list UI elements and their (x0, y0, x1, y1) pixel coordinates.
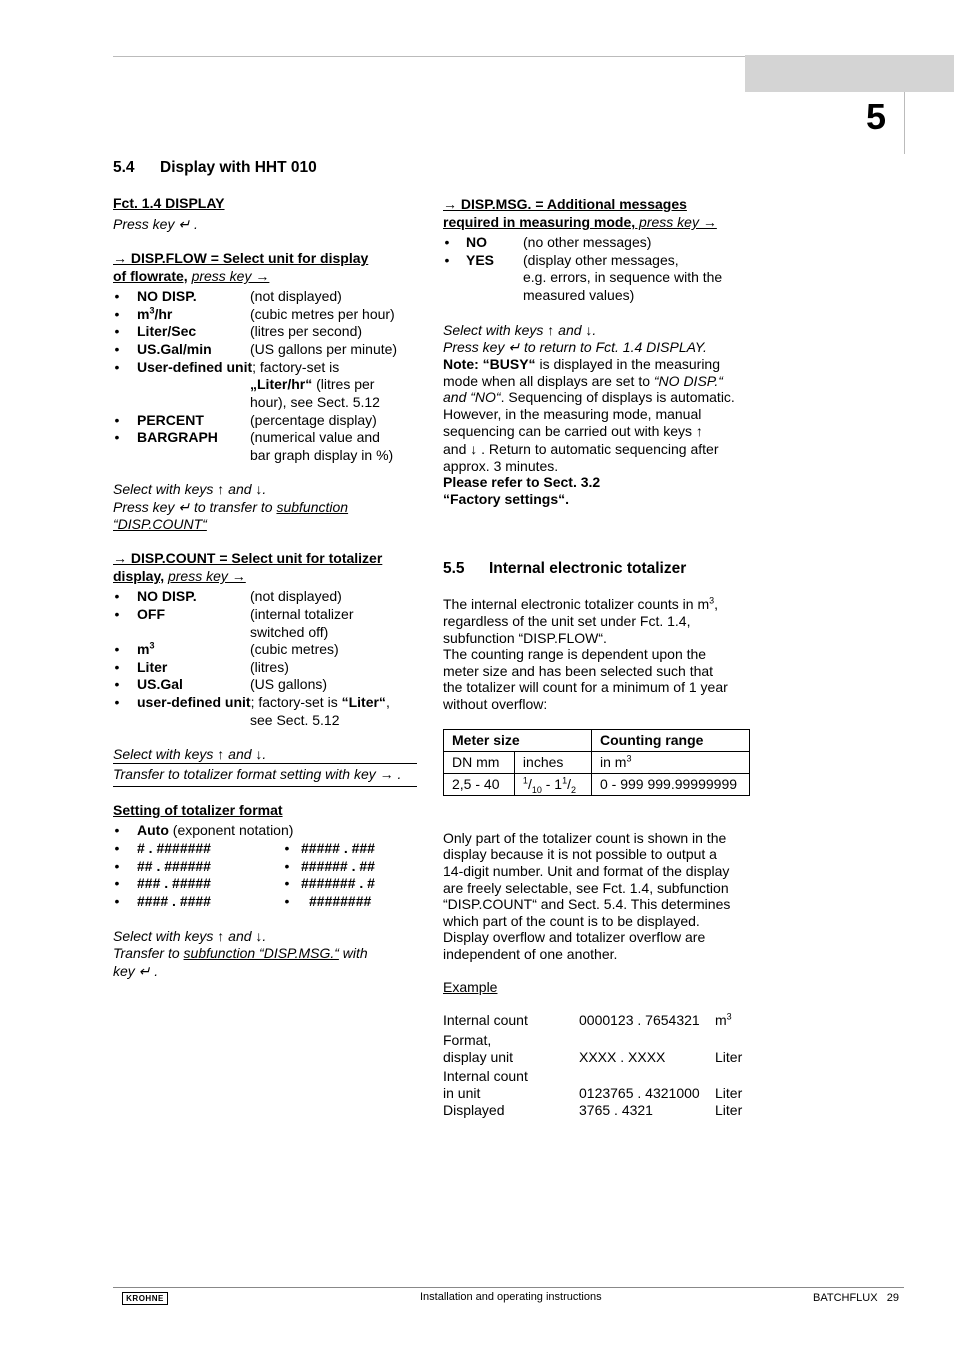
paragraph-line: subfunction “DISP.FLOW“. (443, 630, 607, 646)
list-item-desc: (percentage display) (250, 412, 377, 428)
example-unit: $m^3$ (715, 1011, 732, 1028)
list-item-label: YES (466, 252, 495, 268)
format-select-text: Select with keys ↑ and ↓. (113, 928, 267, 944)
table-header-meter-size: Meter size (444, 730, 592, 752)
disp-msg-heading: → DISP.MSG. = Additional messages (443, 196, 687, 212)
counting-range-table (443, 729, 750, 796)
list-item-desc: (display other messages, (523, 252, 679, 268)
list-item-desc: (litres) (250, 659, 289, 675)
example-label: Internal count (443, 1068, 528, 1084)
header-rule (113, 56, 745, 57)
note-line: Note: “BUSY“ is displayed in the measuring (443, 356, 720, 372)
table-row (444, 774, 750, 796)
paragraph-line: “DISP.COUNT“ and Sect. 5.4. This determines (443, 896, 731, 912)
example-label: Format, (443, 1032, 492, 1048)
example-label: in unit (443, 1085, 481, 1101)
footer-page-info: BATCHFLUX 29 (813, 1292, 899, 1304)
list-item-label: NO (466, 234, 487, 250)
krohne-logo: KROHNE (122, 1292, 168, 1305)
divider (113, 786, 417, 787)
table-cell: inches (514, 752, 591, 774)
table-cell: 2,5 - 40 (444, 774, 515, 796)
refer-line: Please refer to Sect. 3.2 (443, 474, 601, 490)
example-label: Displayed (443, 1102, 505, 1118)
example-unit: Liter (715, 1102, 743, 1118)
list-item-label: PERCENT (137, 412, 204, 428)
note-line: However, in the measuring mode, manual (443, 406, 702, 422)
paragraph-line: meter size and has been selected such that (443, 663, 714, 679)
format-auto: Auto (exponent notation) (137, 822, 294, 838)
chapter-number: 5 (866, 96, 887, 137)
list-item-desc: (cubic metres per hour) (250, 306, 395, 322)
paragraph-line: Only part of the totalizer count is shown in the (443, 830, 727, 846)
section-5-4-number: 5.4 (113, 159, 135, 176)
paragraph-line: are freely selectable, see Fct. 1.4, subfunction (443, 880, 729, 896)
chapter-divider (904, 92, 905, 154)
list-item-desc: (cubic metres) (250, 641, 339, 657)
paragraph-line: independent of one another. (443, 946, 618, 962)
table-header-row (444, 730, 750, 752)
example-value: 0000123 . 7654321 (579, 1012, 700, 1028)
list-item-label: Liter/Sec (137, 323, 197, 339)
format-transfer-key: key ↵ . (113, 963, 159, 979)
list-item-label: User-defined unit; factory-set is (137, 359, 340, 375)
table-cell: 0 - 999 999.99999999 (592, 774, 750, 796)
section-5-4-title: Display with HHT 010 (160, 159, 317, 176)
list-item-desc: (not displayed) (250, 288, 342, 304)
example-value: 0123765 . 4321000 (579, 1085, 700, 1101)
table-cell: DN mm (444, 752, 515, 774)
format-heading: Setting of totalizer format (113, 802, 283, 818)
section-5-5-title: Internal electronic totalizer (489, 560, 687, 577)
note-line: sequencing can be carried out with keys ↑ (443, 423, 703, 439)
section-5-5-number: 5.5 (443, 560, 465, 577)
chapter-tab (745, 55, 954, 92)
list-item-label: $m^3/hr$ (137, 305, 173, 322)
list-item-desc: bar graph display in %) (250, 447, 394, 463)
list-item-label: Liter (137, 659, 168, 675)
list-item-desc: measured values) (523, 287, 635, 303)
list-item-label: NO DISP. (137, 588, 197, 604)
format-transfer-text: Transfer to subfunction “DISP.MSG.“ with (113, 945, 368, 961)
list-item-desc: (internal totalizer (250, 606, 354, 622)
disp-flow-heading-line2: of flowrate, press key → (113, 268, 270, 284)
list-item-label: user-defined unit; factory-set is “Liter“, (137, 694, 390, 710)
count-transfer-text: Transfer to totalizer format setting with key → . (113, 766, 402, 782)
format-option: #### . #### (137, 893, 211, 909)
flow-transfer-target: “DISP.COUNT“ (113, 516, 207, 532)
example-unit: Liter (715, 1049, 743, 1065)
list-item-desc: „Liter/hr“ (litres per (250, 376, 375, 392)
format-option: ####### . # (301, 875, 375, 891)
flow-transfer-text: Press key ↵ to transfer to subfunction (113, 499, 349, 515)
note-line: mode when all displays are set to “NO DISP.“ (443, 373, 723, 389)
list-item-desc: (litres per second) (250, 323, 363, 339)
format-option: ### . ##### (137, 875, 211, 891)
list-item-desc: (not displayed) (250, 588, 342, 604)
paragraph-line: Display overflow and totalizer overflow are (443, 929, 706, 945)
list-item-desc: (numerical value and (250, 429, 380, 445)
list-item-desc: (US gallons) (250, 676, 328, 692)
list-item-desc: (no other messages) (523, 234, 652, 250)
table-cell: in $m^3$ (592, 752, 750, 774)
disp-msg-heading-line2: required in measuring mode, press key → (443, 214, 717, 230)
paragraph-line: The internal electronic totalizer counts in $m^3$, (443, 595, 719, 612)
paragraph-line: display because it is not possible to output a (443, 846, 717, 862)
list-item-desc: see Sect. 5.12 (250, 712, 340, 728)
divider (113, 763, 417, 764)
list-item-label: US.Gal/min (137, 341, 212, 357)
list-item-desc: e.g. errors, in sequence with the (523, 269, 723, 285)
example-value: 3765 . 4321 (579, 1102, 653, 1118)
note-line: and “NO“. Sequencing of displays is automatic. (443, 389, 735, 405)
format-option: # . ####### (137, 840, 211, 856)
list-item-label: NO DISP. (137, 288, 197, 304)
example-label: display unit (443, 1049, 514, 1065)
note-line: approx. 3 minutes. (443, 458, 559, 474)
refer-line: “Factory settings“. (443, 491, 570, 507)
list-item-desc: switched off) (250, 624, 329, 640)
list-item-desc: hour), see Sect. 5.12 (250, 394, 380, 410)
format-option: ##### . ### (301, 840, 375, 856)
fct-heading: Fct. 1.4 DISPLAY (113, 195, 225, 211)
disp-count-heading: → DISP.COUNT = Select unit for totalizer (113, 550, 383, 566)
disp-count-heading-line2: display, press key → (113, 568, 246, 584)
list-item-label: $m^3$ (137, 640, 155, 657)
paragraph-line: which part of the count is to be displayed. (443, 913, 700, 929)
msg-return-text: Press key ↵ to return to Fct. 1.4 DISPLAY. (443, 339, 707, 355)
format-option: ###### . ## (301, 858, 375, 874)
paragraph-line: 14-digit number. Unit and format of the display (443, 863, 730, 879)
list-item-label: US.Gal (137, 676, 183, 692)
table-header-counting-range: Counting range (592, 730, 750, 752)
format-option: ## . ###### (137, 858, 211, 874)
paragraph-line: regardless of the unit set under Fct. 1.4, (443, 613, 691, 629)
footer-rule (113, 1287, 904, 1288)
note-line: and ↓ . Return to automatic sequencing after (443, 441, 719, 457)
format-option: ######## (309, 893, 372, 909)
count-select-text: Select with keys ↑ and ↓. (113, 746, 267, 762)
paragraph-line: without overflow: (443, 696, 548, 712)
table-row (444, 752, 750, 774)
msg-select-text: Select with keys ↑ and ↓. (443, 322, 597, 338)
example-unit: Liter (715, 1085, 743, 1101)
flow-select-text: Select with keys ↑ and ↓. (113, 481, 267, 497)
paragraph-line: the totalizer will count for a minimum of 1 year (443, 679, 728, 695)
example-value: XXXX . XXXX (579, 1049, 666, 1065)
table-cell: $^1/_{10} - 1^1/_2$ (514, 774, 591, 796)
paragraph-line: The counting range is dependent upon the (443, 646, 707, 662)
list-item-desc: (US gallons per minute) (250, 341, 398, 357)
list-item-label: OFF (137, 606, 165, 622)
list-item-label: BARGRAPH (137, 429, 218, 445)
footer-center-text: Installation and operating instructions (420, 1291, 602, 1303)
example-heading: Example (443, 979, 498, 995)
example-label: Internal count (443, 1012, 528, 1028)
disp-flow-heading: → DISP.FLOW = Select unit for display (113, 250, 369, 266)
press-key-text: Press key ↵ . (113, 216, 198, 232)
